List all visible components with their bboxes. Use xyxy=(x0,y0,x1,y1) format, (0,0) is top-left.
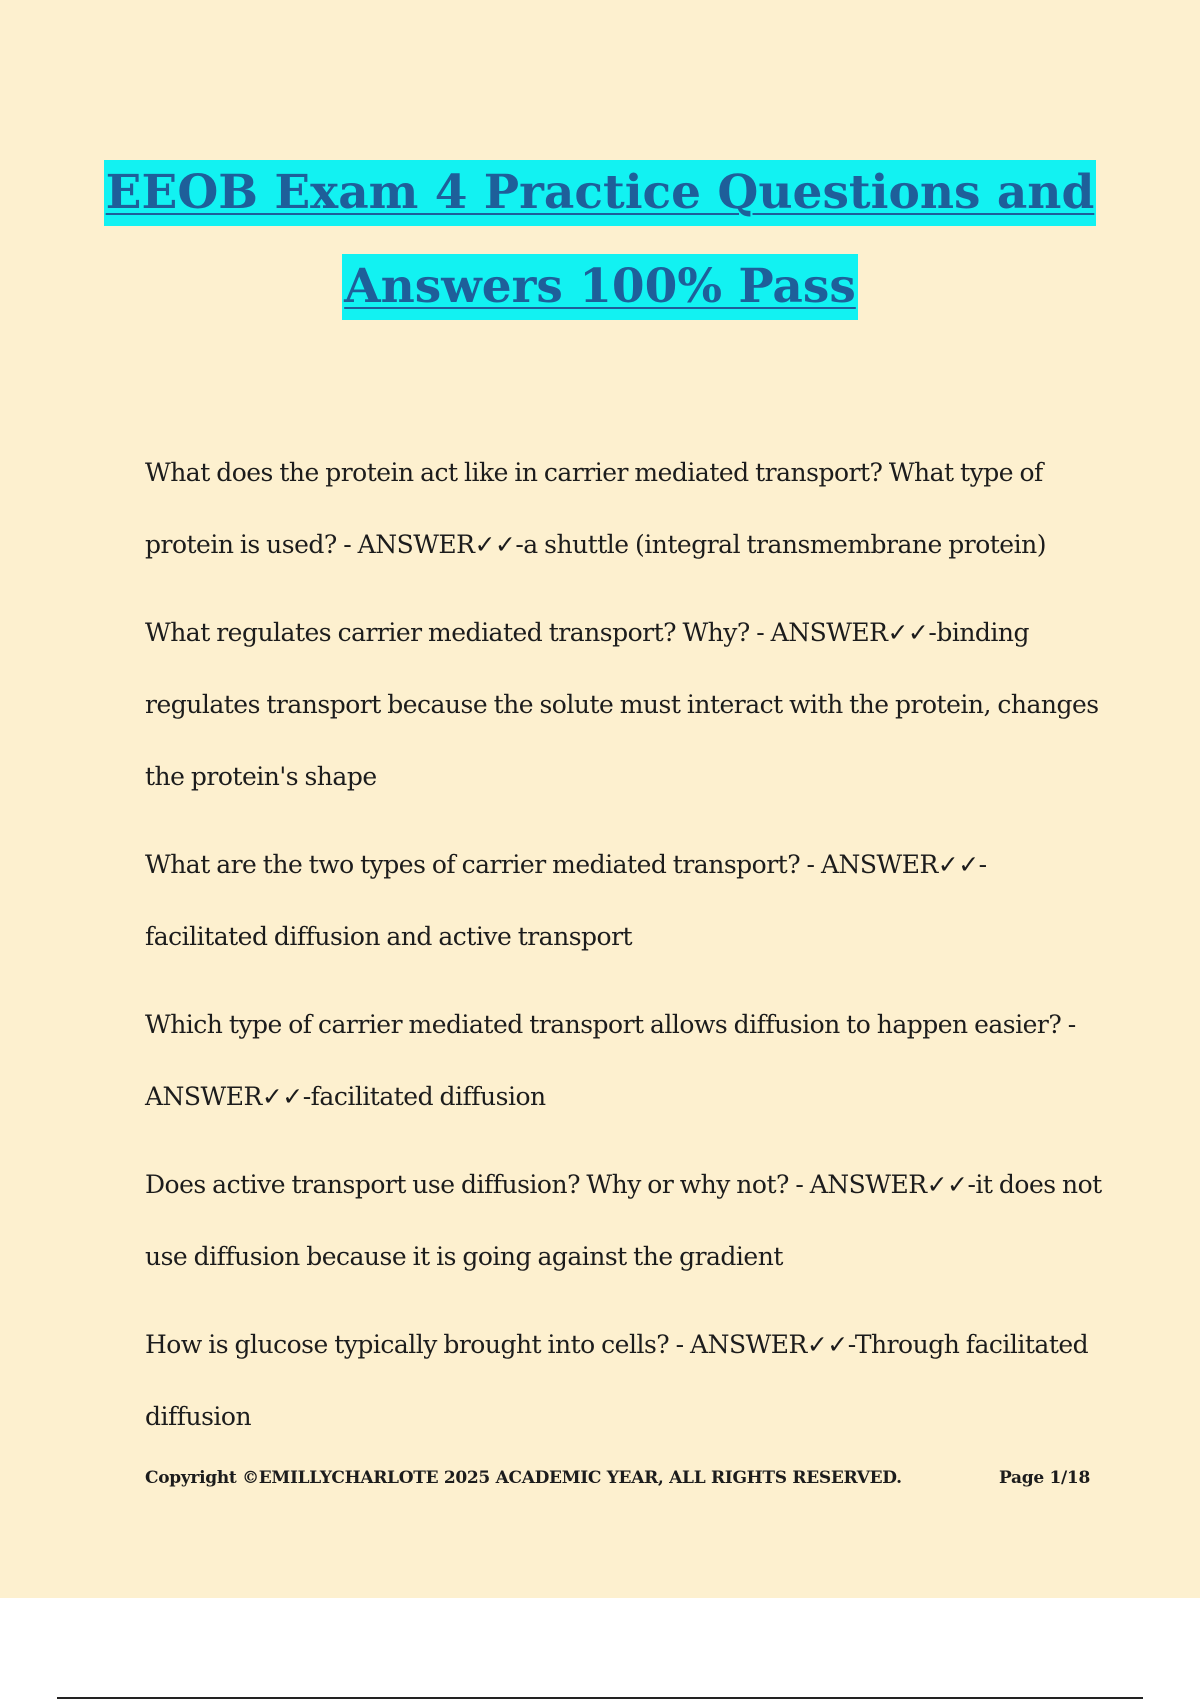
document-title xyxy=(0,160,1200,320)
qa-item: Which type of carrier mediated transport allows diffusion to happen easier? - ANSWER✓✓-facilitated diffusion xyxy=(145,1010,1076,1111)
qa-item: Does active transport use diffusion? Why or why not? - ANSWER✓✓-it does not use diffusion because it is going against the gradient xyxy=(145,1170,1102,1271)
qa-item: What regulates carrier mediated transport? Why? - ANSWER✓✓-binding regulates transport because the solute must interact with the protein, changes the protein's shape xyxy=(145,618,1099,791)
qa-list xyxy=(145,437,1105,1469)
title-line-1: EEOB Exam 4 Practice Questions and xyxy=(104,160,1097,226)
title-line-2: Answers 100% Pass xyxy=(342,254,858,320)
copyright-notice: Copyright ©EMILLYCHARLOTE 2025 ACADEMIC YEAR, ALL RIGHTS RESERVED. xyxy=(145,1468,902,1488)
qa-item: How is glucose typically brought into cells? - ANSWER✓✓-Through facilitated diffusion xyxy=(145,1330,1089,1431)
qa-item: What are the two types of carrier mediated transport? - ANSWER✓✓- facilitated diffusion and active transport xyxy=(145,850,987,951)
qa-item: What does the protein act like in carrier mediated transport? What type of protein is used? - ANSWER✓✓-a shuttle (integral transmembrane protein) xyxy=(145,458,1046,559)
bottom-divider xyxy=(57,1697,1143,1699)
page-number: Page 1/18 xyxy=(999,1468,1090,1488)
page-footer xyxy=(145,1468,1090,1488)
